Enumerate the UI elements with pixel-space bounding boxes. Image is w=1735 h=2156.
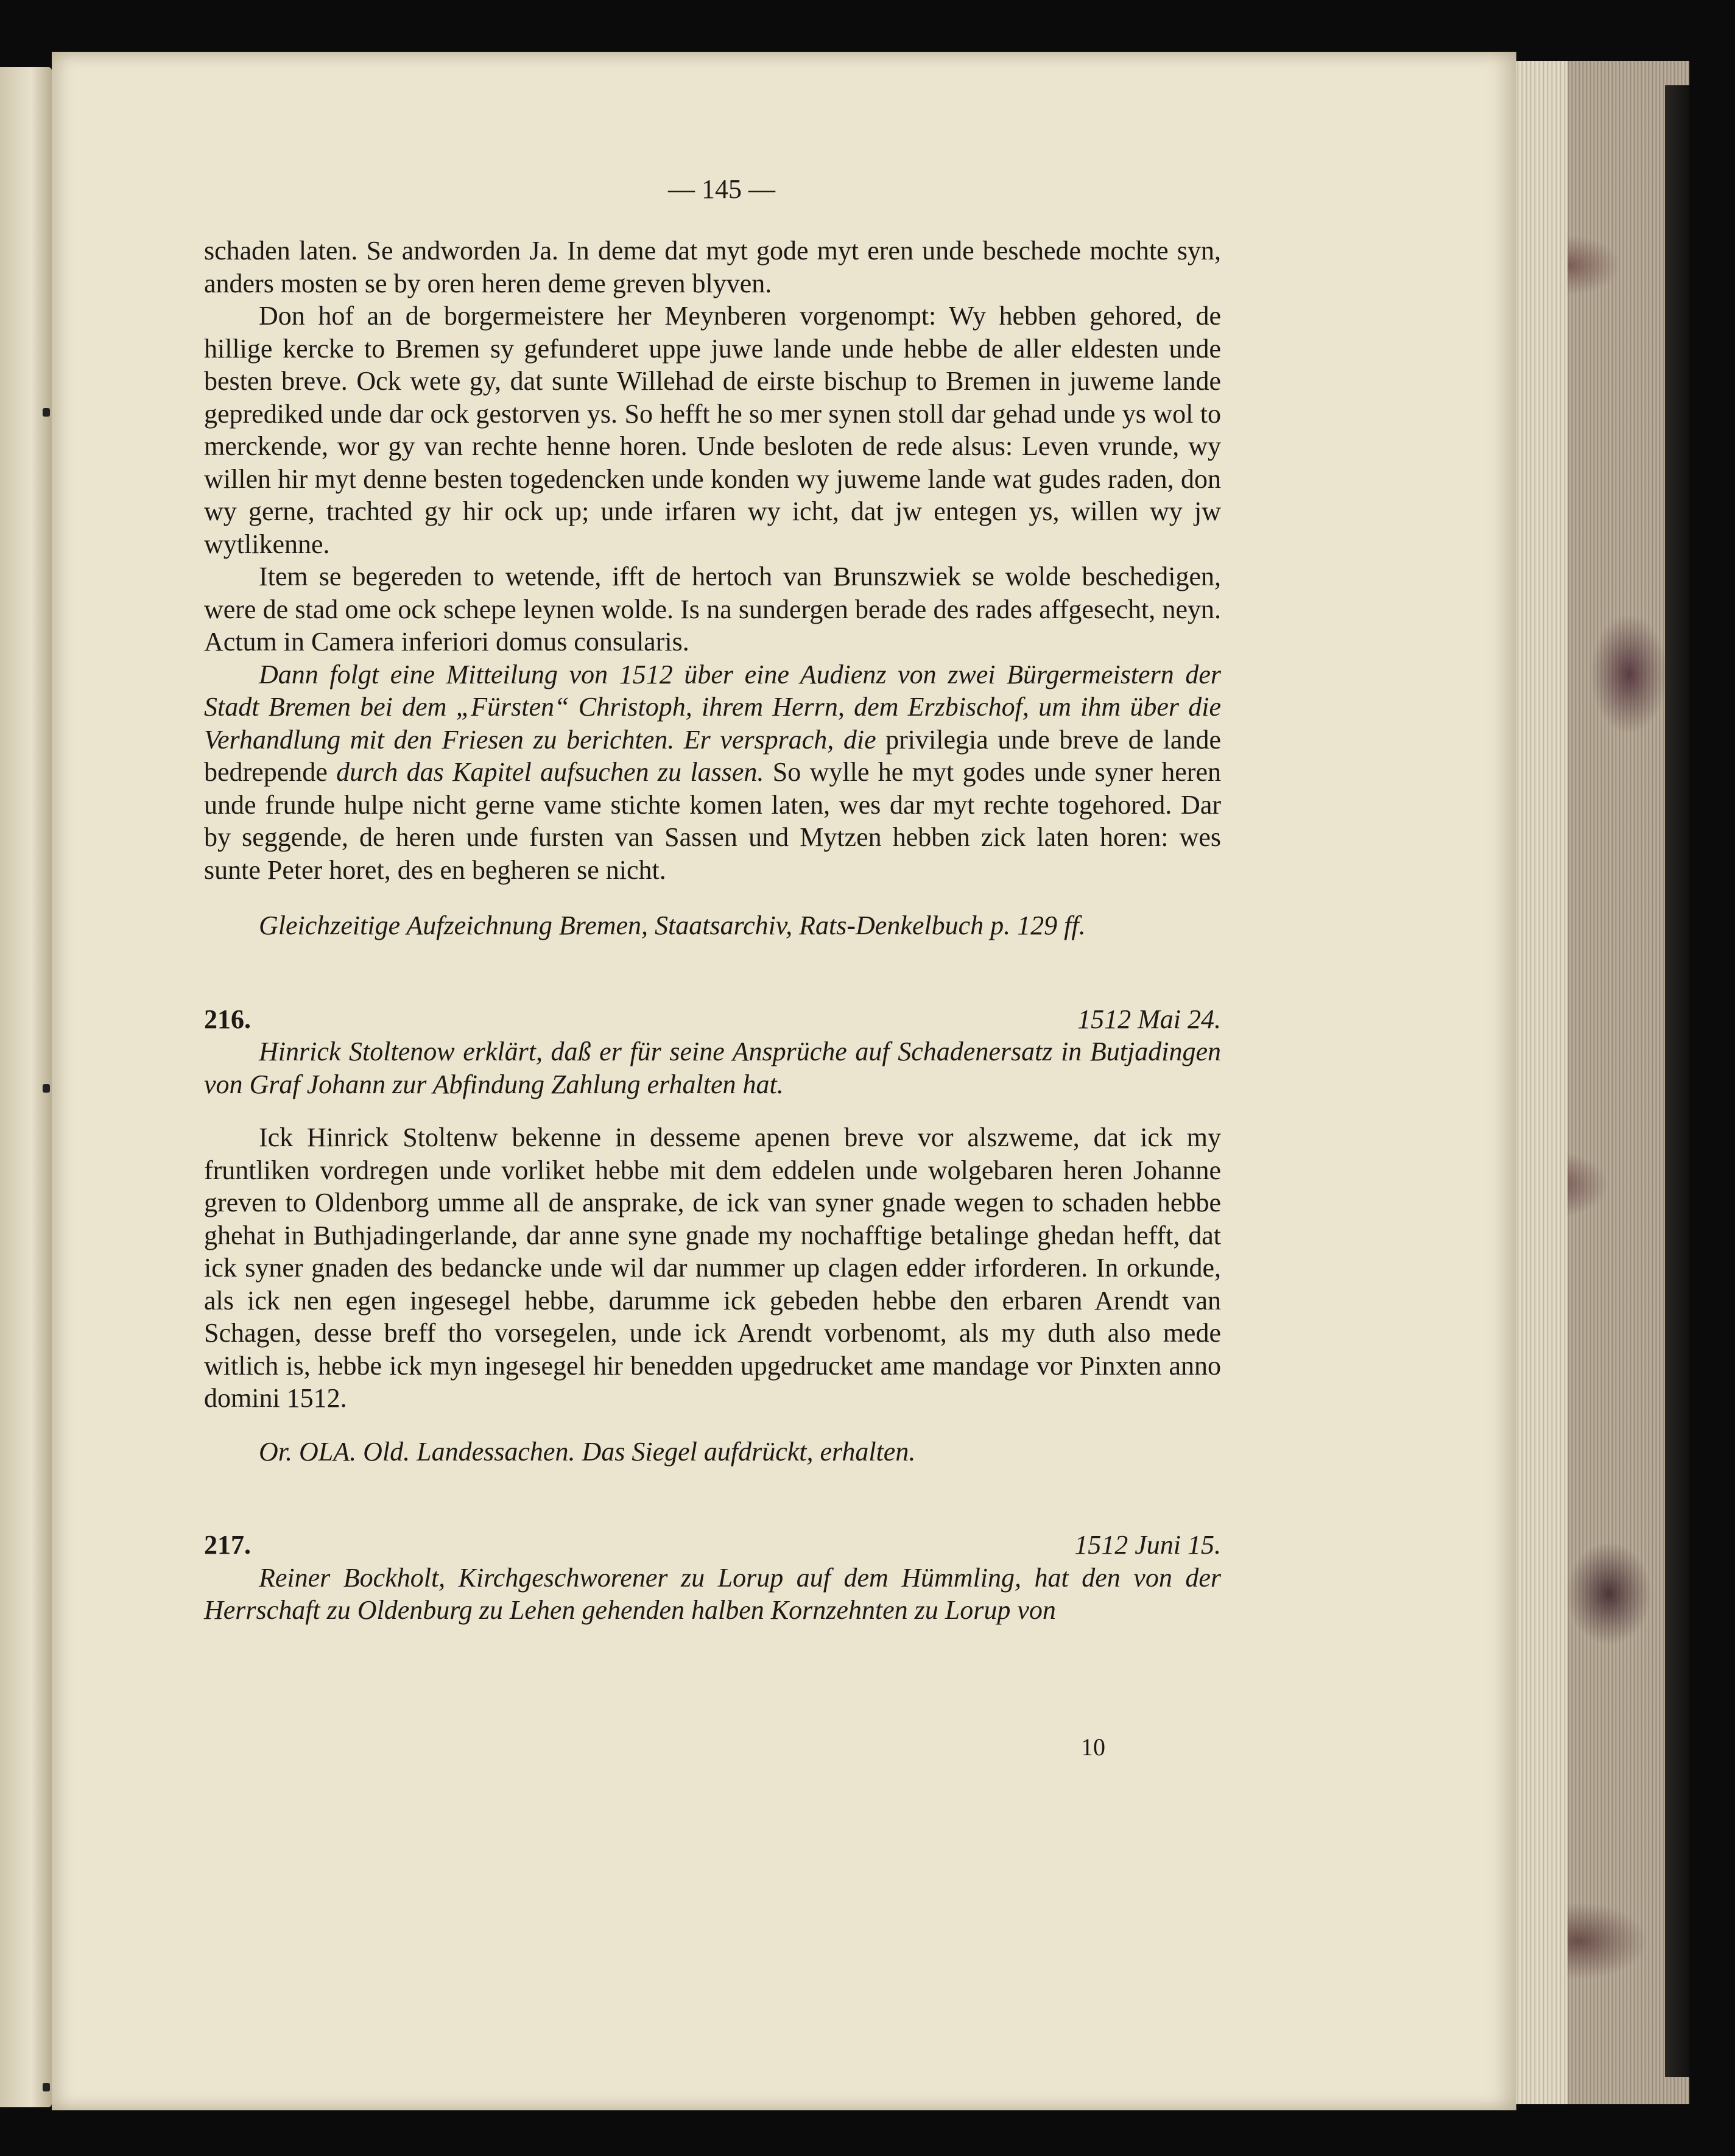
previous-page-edge [0,67,52,2107]
paragraph: Item se begereden to wetende, ifft de hertoch van Brunszwiek se wolde beschedigen, were de stad ome ock schepe leynen wolde. Is na sundergen berade des rades affgesecht, neyn. Actum in Camera inferiori domus consularis. [204,562,1221,657]
page-text [204,234,1221,1627]
document-date: 1512 Mai 24. [1077,1004,1221,1034]
quoted-text: So wylle he myt godes unde syner heren unde frunde hulpe nicht gerne vame stichte komen laten, wes dar myt rechte togehored. Dar by seggende, de heren unde fursten van Sassen und Mytzen hebben zick laten horen: wes sunte Peter horet, des en begheren se nicht. [204,757,1221,885]
page-mark [43,2083,50,2091]
source-note: Gleichzeitige Aufzeichnung Bremen, Staatsarchiv, Rats-Denkelbuch p. 129 ff. [259,911,1086,940]
book-page [52,52,1516,2110]
page-mark [43,408,50,417]
editorial-paragraph [204,658,1221,887]
page-number: — 145 — [668,174,775,204]
document-date: 1512 Juni 15. [1074,1530,1221,1560]
document-summary: Reiner Bockholt, Kirchgeschworener zu Lorup auf dem Hümmling, hat den von der Herrschaft zu Oldenburg zu Lehen gehenden halben Kornzehnten zu Lorup von [204,1562,1221,1625]
document-heading [204,1529,1221,1562]
book-cover [1665,85,1689,2077]
document-summary: Hinrick Stoltenow erklärt, daß er für seine Ansprüche auf Schadenersatz in Butjadingen von Graf Johann zur Abfindung Zahlung erhalten hat. [204,1037,1221,1099]
document-body: Ick Hinrick Stoltenw bekenne in desseme apenen breve vor alszweme, dat ick my fruntliken vordregen unde vorliket hebbe mit dem eddelen unde wolgebaren heren Johanne greven to Oldenborg umme all de ansprake, de ick van syner gnade wegen to schaden hebbe ghehat in Buthjadingerlande, dar anne syne gnade my nochafftige betalinge ghedan hefft, dat ick syner gnaden des bedancke unde wil dar nummer up clagen edder irforderen. In orkunde, als ick nen egen ingesegel hebbe, darumme ick gebeden hebbe den erbaren Arendt van Schagen, desse breff tho vorsegelen, unde ick Arendt vorbenomt, als my duth also mede witlich is, hebbe ick myn ingesegel hir benedden upgedrucket ame mandage vor Pinxten anno domini 1512. [204,1122,1221,1413]
source-note: Or. OLA. Old. Landessachen. Das Siegel aufdrückt, erhalten. [259,1436,916,1467]
document-number: 216. [204,1004,251,1034]
document-number: 217. [204,1530,251,1560]
page-mark [43,1084,50,1093]
document-heading [204,1003,1221,1036]
editorial-note: Dann folgt eine Mitteilung von 1512 über eine Audienz von zwei Bürgermeistern der Stadt Bremen bei dem „Fürsten“ Christoph, ihrem Herrn, dem Erzbischof, um ihm über die Verhandlung mit den Friesen zu berichten. Er versprach, die [204,659,1221,755]
paragraph: schaden laten. Se andworden Ja. In deme dat myt gode myt eren unde beschede mochte syn, anders mosten se by oren heren deme greven blyven. [204,236,1221,298]
signature-mark: 10 [1081,1733,1105,1761]
editorial-note: durch das Kapitel aufsuchen zu lassen. [336,757,764,787]
paragraph: Don hof an de borgermeistere her Meynberen vorgenompt: Wy hebben gehored, de hillige kercke to Bremen sy gefunderet uppe juwe lande unde hebbe de aller eldesten unde besten breve. Ock wete gy, dat sunte Willehad de eirste bischup to Bremen in juweme lande geprediked unde dar ock gestorven ys. So hefft he so mer synen stoll dar gehad unde ys wol to merckende, wor gy van rechte henne horen. Unde besloten de rede alsus: Leven vrunde, wy willen hir myt denne besten togedencken unde konden wy juweme lande wat gudes raden, don wy gerne, trachted gy hir ock up; unde irfaren wy icht, dat jw entegen ys, willen wy jw wytlikenne. [204,301,1221,559]
quoted-text: privilegia unde breve de lande bedrepende [204,724,1221,787]
book-fore-edge [1486,61,1689,2104]
